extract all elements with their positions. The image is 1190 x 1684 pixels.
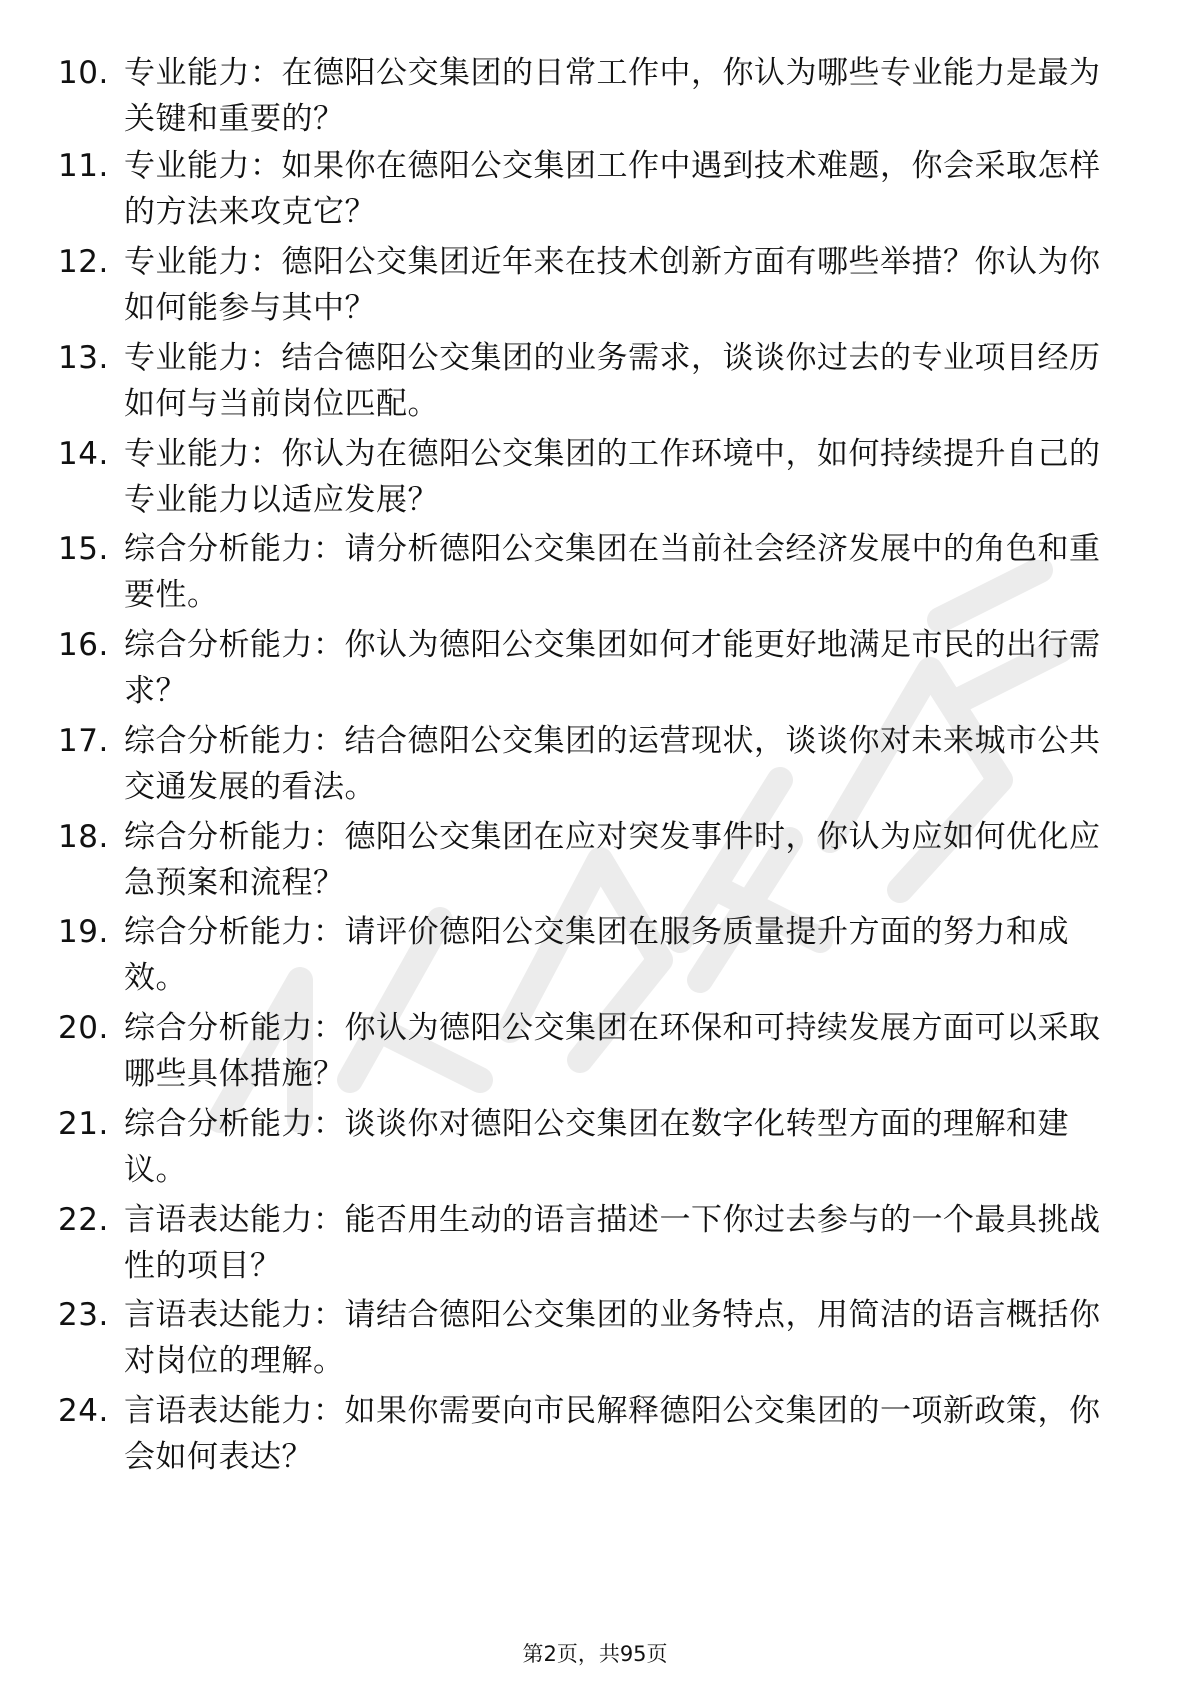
question-text: 综合分析能力：请评价德阳公交集团在服务质量提升方面的努力和成效。 [124,914,1069,996]
question-text: 言语表达能力：能否用生动的语言描述一下你过去参与的一个最具挑战性的项目？ [124,1202,1101,1284]
question-text: 言语表达能力：请结合德阳公交集团的业务特点，用简洁的语言概括你对岗位的理解。 [124,1297,1101,1379]
question-text: 综合分析能力：你认为德阳公交集团如何才能更好地满足市民的出行需求？ [124,627,1101,709]
question-number: 11. [58,148,109,184]
question-number: 20. [58,1010,109,1046]
question-number: 15. [58,531,109,567]
question-item [58,622,1118,714]
question-text: 言语表达能力：如果你需要向市民解释德阳公交集团的一项新政策，你会如何表达？ [124,1393,1101,1475]
question-number: 23. [58,1297,109,1333]
question-item [58,1388,1118,1480]
question-number: 17. [58,723,109,759]
question-text: 综合分析能力：请分析德阳公交集团在当前社会经济发展中的角色和重要性。 [124,531,1101,613]
question-text: 综合分析能力：德阳公交集团在应对突发事件时，你认为应如何优化应急预案和流程？ [124,819,1101,901]
question-text: 专业能力：结合德阳公交集团的业务需求，谈谈你过去的专业项目经历如何与当前岗位匹配。 [124,340,1101,422]
question-item [58,909,1118,1001]
question-number: 24. [58,1393,109,1429]
question-text: 专业能力：德阳公交集团近年来在技术创新方面有哪些举措？你认为你如何能参与其中？ [124,244,1101,326]
question-number: 10. [58,55,109,91]
question-number: 16. [58,627,109,663]
question-number: 18. [58,819,109,855]
question-item [58,1197,1118,1289]
question-item [58,718,1118,810]
question-text: 综合分析能力：结合德阳公交集团的运营现状，谈谈你对未来城市公共交通发展的看法。 [124,723,1101,805]
question-text: 专业能力：如果你在德阳公交集团工作中遇到技术难题，你会采取怎样的方法来攻克它？ [124,148,1101,230]
question-number: 13. [58,340,109,376]
question-item [58,335,1118,427]
question-number: 14. [58,436,109,472]
question-item [58,50,1118,142]
question-text: 专业能力：你认为在德阳公交集团的工作环境中，如何持续提升自己的专业能力以适应发展？ [124,436,1101,518]
question-item [58,1101,1118,1193]
question-item [58,526,1118,618]
question-text: 综合分析能力：你认为德阳公交集团在环保和可持续发展方面可以采取哪些具体措施？ [124,1010,1101,1092]
question-number: 21. [58,1106,109,1142]
question-text: 专业能力：在德阳公交集团的日常工作中，你认为哪些专业能力是最为关键和重要的？ [124,55,1101,137]
question-number: 12. [58,244,109,280]
question-text: 综合分析能力：谈谈你对德阳公交集团在数字化转型方面的理解和建议。 [124,1106,1069,1188]
question-item [58,814,1118,906]
question-item [58,1292,1118,1384]
question-item [58,239,1118,331]
question-number: 22. [58,1202,109,1238]
question-item [58,143,1118,235]
question-number: 19. [58,914,109,950]
page-number: 第2页，共95页 [522,1642,668,1666]
question-item [58,1005,1118,1097]
question-item [58,431,1118,523]
